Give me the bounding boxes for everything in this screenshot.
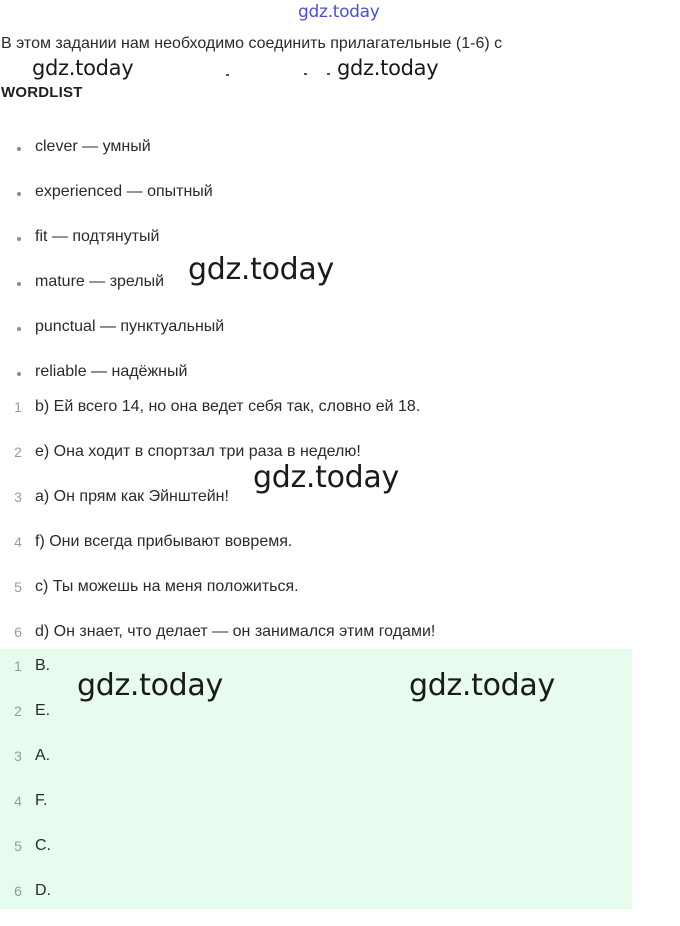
answer-row: [0, 791, 632, 836]
watermark: gdz.today: [77, 668, 223, 703]
sentence-list: [0, 397, 632, 667]
answer-text: C.: [35, 837, 51, 854]
bullet-icon: [17, 327, 21, 331]
wordlist-item-text: reliable — надёжный: [35, 363, 188, 380]
scan-speck: [226, 74, 229, 76]
row-number: 2: [14, 444, 22, 460]
wordlist-item: [0, 182, 640, 227]
row-number: 3: [14, 748, 22, 764]
wordlist-item-text: mature — зрелый: [35, 273, 165, 290]
scan-speck: [304, 73, 307, 75]
wordlist-item: [0, 137, 640, 182]
answer-text: A.: [35, 747, 51, 764]
sentence-row: [0, 532, 632, 577]
wordlist-item-text: punctual — пунктуальный: [35, 318, 225, 335]
bullet-icon: [17, 282, 21, 286]
answer-text: E.: [35, 702, 51, 719]
row-number: 5: [14, 838, 22, 854]
sentence-text: c) Ты можешь на меня положиться.: [35, 578, 299, 595]
wordlist-item-text: experienced — опытный: [35, 183, 213, 200]
row-number: 6: [14, 624, 22, 640]
answer-row: [0, 746, 632, 791]
watermark: gdz.today: [188, 252, 334, 287]
bullet-icon: [17, 372, 21, 376]
watermark: gdz.today: [409, 668, 555, 703]
watermark: gdz.today: [32, 56, 134, 80]
wordlist-item: [0, 317, 640, 362]
answer-row: [0, 836, 632, 881]
answer-text: F.: [35, 792, 48, 809]
watermark: gdz.today: [337, 56, 439, 80]
bullet-icon: [17, 192, 21, 196]
wordlist-heading: WORDLIST: [1, 84, 83, 101]
sentence-text: f) Они всегда прибывают вовремя.: [35, 533, 293, 550]
sentence-row: [0, 397, 632, 442]
row-number: 2: [14, 703, 22, 719]
sentence-text: b) Ей всего 14, но она ведет себя так, словно ей 18.: [35, 398, 421, 415]
row-number: 5: [14, 579, 22, 595]
scan-speck: [327, 73, 330, 75]
answer-row: [0, 701, 632, 746]
answer-text: D.: [35, 882, 51, 899]
answer-text: B.: [35, 657, 51, 674]
bullet-icon: [17, 237, 21, 241]
row-number: 1: [14, 658, 22, 674]
sentence-text: e) Она ходит в спортзал три раза в неделю!: [35, 443, 361, 460]
row-number: 3: [14, 489, 22, 505]
bullet-icon: [17, 147, 21, 151]
row-number: 4: [14, 534, 22, 550]
intro-text: В этом задании нам необходимо соединить прилагательные (1-6) с: [1, 35, 503, 52]
wordlist-item-text: fit — подтянутый: [35, 228, 160, 245]
sentence-text: a) Он прям как Эйнштейн!: [35, 488, 229, 505]
sentence-text: d) Он знает, что делает — он занимался этим годами!: [35, 623, 436, 640]
wordlist-item-text: clever — умный: [35, 138, 151, 155]
sentence-row: [0, 577, 632, 622]
row-number: 4: [14, 793, 22, 809]
watermark-top: gdz.today: [298, 2, 380, 22]
watermark: gdz.today: [253, 460, 399, 495]
row-number: 1: [14, 399, 22, 415]
row-number: 6: [14, 883, 22, 899]
answer-row: [0, 881, 632, 926]
